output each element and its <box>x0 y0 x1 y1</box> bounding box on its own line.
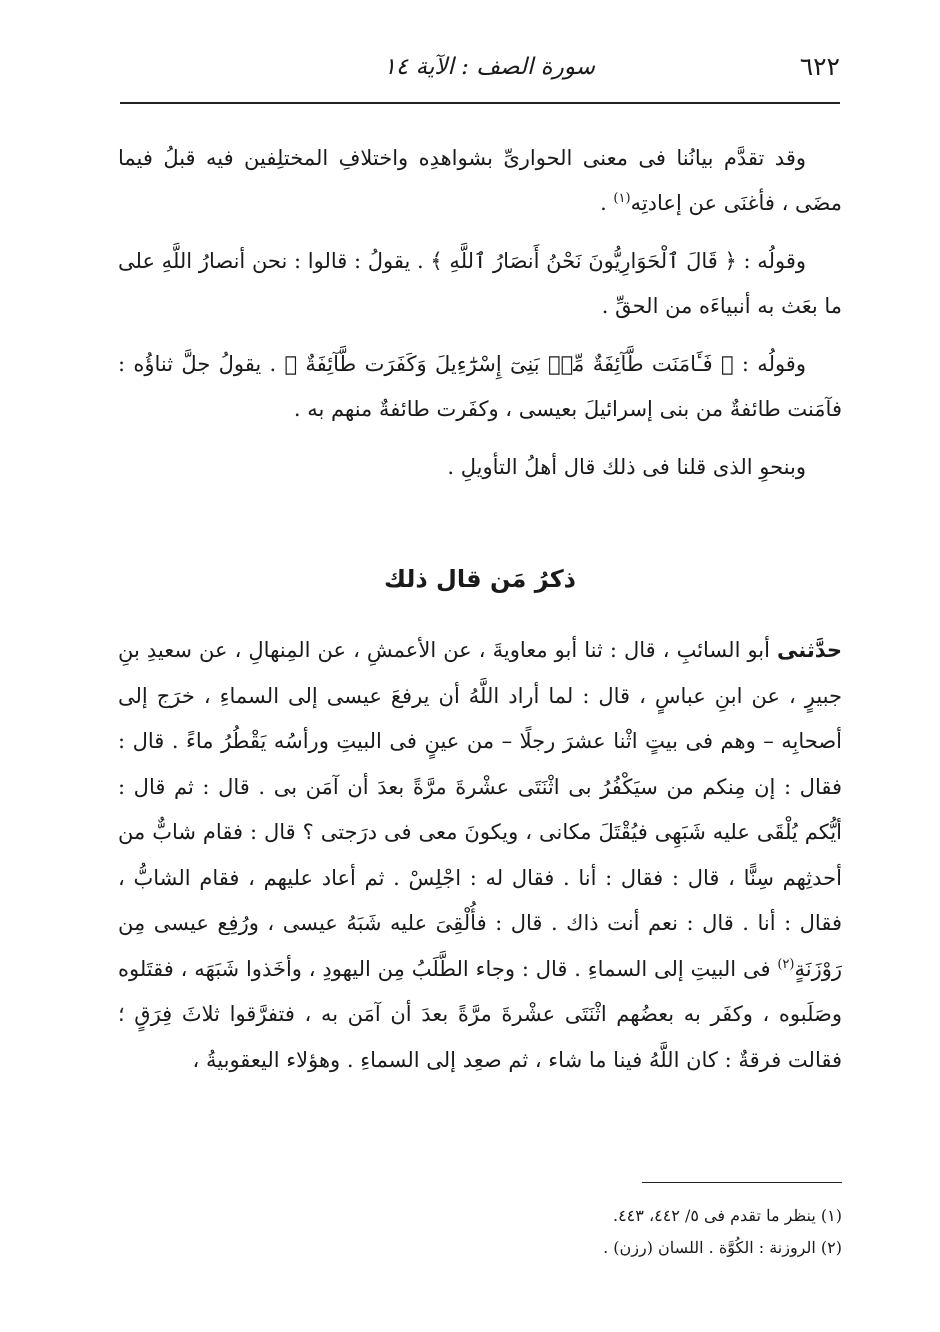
narration-block <box>118 628 842 1083</box>
running-title: سورة الصف : الآية ١٤ <box>383 54 595 80</box>
footnote-1: (١) ينظر ما تقدم فى ٥/ ٤٤٢، ٤٤٣. <box>612 1206 842 1225</box>
paragraph-ansar: وقولُه : ﴿ قَالَ ٱلْحَوَارِيُّونَ نَحْنُ أَنصَارُ ٱللَّهِ ﴾ . يقولُ : قالوا : نحن أنصارُ اللَّهِ على ما بعَث به أنبياءَه من الحقِّ . <box>118 249 842 318</box>
section-heading: ذكرُ مَن قال ذلك <box>384 565 576 593</box>
header-divider <box>120 102 840 104</box>
paragraph-tawil: وبنحوِ الذى قلنا فى ذلك قال أهلُ التأويلِ . <box>447 455 806 479</box>
footnote-ref-1: (١) <box>613 191 631 206</box>
narration-text-2: فى البيتِ إلى السماءِ . قال : وجاء الطَّلَبُ مِن اليهودِ ، وأخَذوا شَبَهَه ، فقتَلوه وصَلَبوه ، وكفَر به بعضُهم اثْنَتَى عشْرةَ مرَّةً بعدَ أن آمَن به ، فتفرَّقوا ثلاثَ فِرَقٍ ؛ فقالت فرقةٌ : كان اللَّهُ فينا ما شاء ، ثم صعِد إلى السماءِ . وهؤلاء اليعقوبيةُ ، <box>118 956 842 1072</box>
footnotes <box>118 1200 842 1264</box>
page-number: ٦٢٢ <box>799 52 840 81</box>
footnote-ref-2: (٢) <box>777 956 795 972</box>
narration-lead: حدَّثنى <box>777 638 842 662</box>
commentary-block <box>118 136 842 490</box>
narration-text-1: أبو السائبِ ، قال : ثنا أبو معاويةَ ، عن الأعمشِ ، عن المِنهالِ ، عن سعيدِ بنِ جبيرٍ ، عن ابنِ عباسٍ ، قال : لما أراد اللَّهُ أن يرفعَ عيسى إلى السماءِ ، خرَج إلى أصحابِه – وهم فى بيتٍ اثْنا عشرَ رجلًا – من عينٍ فى البيتِ ورأسُه يَقْطُرُ ماءً . قال : فقال : إن مِنكم من سيَكْفُرُ بى اثْنَتَى عشْرةَ مرَّةً بعدَ أن آمَن بى . قال : ثم قال : أيُّكم يُلْقَى عليه شَبَهِى فيُقْتَلَ مكانى ، ويكونَ معى فى درَجتى ؟ قال : فقام شابٌّ من أحدثِهم سِنًّا ، قال : فقال : أنا . فقال له : اجْلِسْ . ثم أعاد عليهم ، فقام الشابُّ ، فقال : أنا . قال : نعم أنت ذاك . قال : فأُلْقِىَ عليه شَبَهُ عيسى ، ورُفِع عيسى مِن رَوْزَنَةٍ <box>118 638 842 981</box>
footnote-divider <box>642 1182 842 1183</box>
narration-paragraph <box>118 628 842 1083</box>
paragraph-end: . <box>600 191 614 215</box>
page-header <box>120 52 840 92</box>
paragraph-hawari <box>118 136 842 226</box>
paragraph-text: وقد تقدَّم بيانُنا فى معنى الحوارىِّ بشواهدِه واختلافِ المختلِفين فيه قبلُ فيما مضَى ، فأغنَى عن إعادتِه <box>118 146 842 215</box>
footnote-2: (٢) الروزنة : الكُوَّة . اللسان (رزن) . <box>603 1238 842 1257</box>
paragraph-taifa: وقولُه : ﴿ فَـَٔامَنَت طَّآئِفَةٌ مِّنۢ بَنِىٓ إِسْرَٰٓءِيلَ وَكَفَرَت طَّآئِفَةٌ ﴾ . يقولُ جلَّ ثناؤُه : فآمَنت طائفةٌ من بنى إسرائيلَ بعيسى ، وكفَرت طائفةٌ منهم به . <box>118 352 842 421</box>
